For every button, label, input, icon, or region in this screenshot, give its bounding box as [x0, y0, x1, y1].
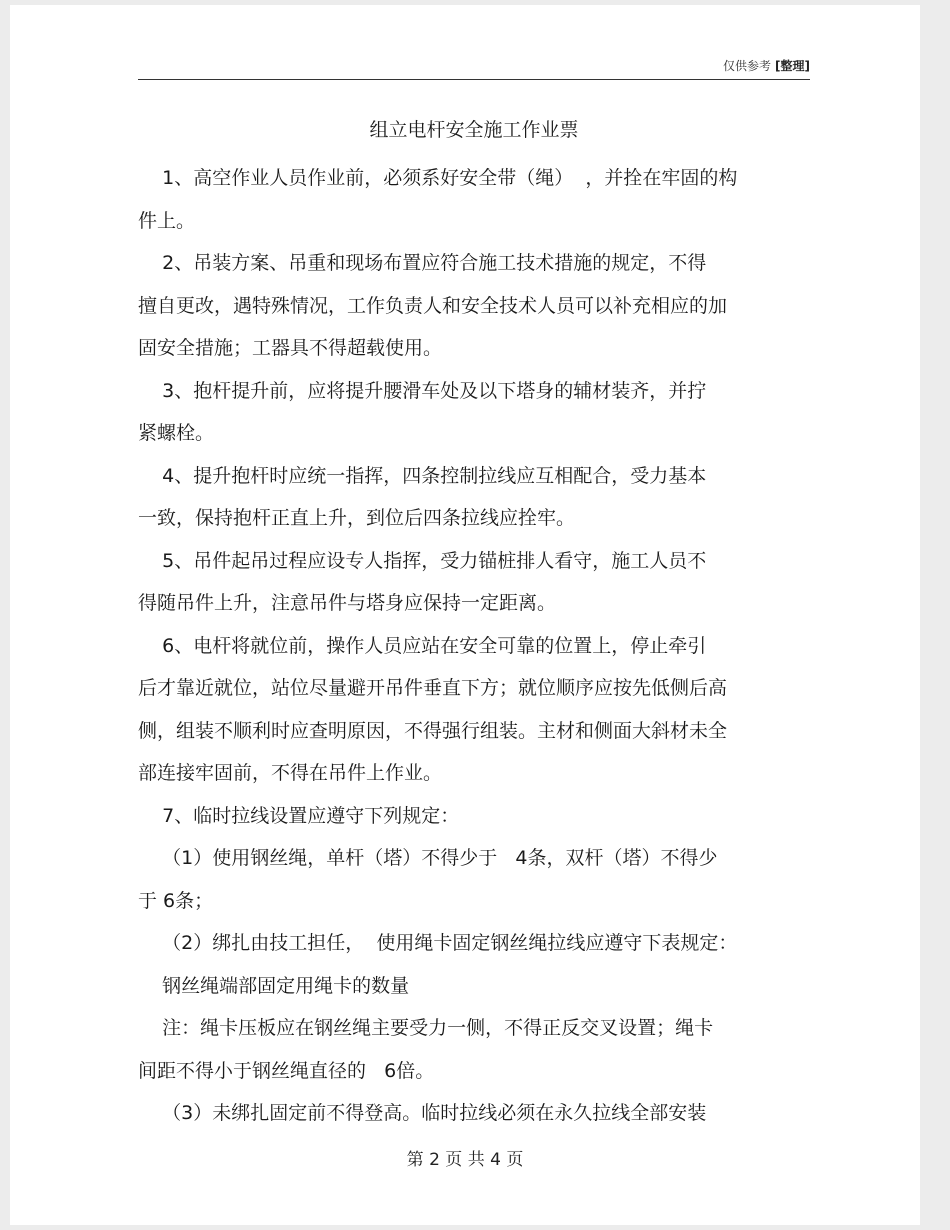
document-page [10, 5, 920, 1225]
body-line: 7、临时拉线设置应遵守下列规定： [138, 804, 460, 827]
body-line: 固安全措施；工器具不得超载使用。 [138, 337, 443, 359]
document-body [138, 157, 810, 1135]
page-number-footer: 第 2 页 共 4 页 [406, 1150, 524, 1170]
body-line: 2、吊装方案、吊重和现场布置应符合施工技术措施的规定，不得 [138, 252, 707, 274]
page-header [138, 55, 810, 80]
body-line: 6、电杆将就位前，操作人员应站在安全可靠的位置上，停止牵引 [138, 634, 707, 657]
header-reference-text: 仅供参考 [723, 59, 772, 73]
body-line: 1、高空作业人员作业前，必须系好安全带（绳） ，并拴在牢固的构 [138, 167, 738, 189]
body-line: 注：绳卡压板应在钢丝绳主要受力一侧，不得正反交叉设置；绳卡 [138, 1017, 714, 1039]
body-line: 3、抱杆提升前，应将提升腰滑车处及以下塔身的辅材装齐，并拧 [138, 379, 707, 402]
body-line: 件上。 [138, 209, 196, 232]
body-line: （1）使用钢丝绳，单杆（塔）不得少于 4条，双杆（塔）不得少 [138, 847, 718, 869]
body-line: 于 6条； [138, 889, 214, 912]
body-line: 4、提升抱杆时应统一指挥，四条控制拉线应互相配合，受力基本 [138, 464, 707, 487]
body-line: 得随吊件上升，注意吊件与塔身应保持一定距离。 [138, 592, 557, 614]
body-line: 钢丝绳端部固定用绳卡的数量 [138, 974, 410, 997]
body-line: 紧螺栓。 [138, 422, 215, 444]
body-line: 一致，保持抱杆正直上升，到位后四条拉线应拴牢。 [138, 507, 576, 529]
body-line: 侧，组装不顺利时应查明原因，不得强行组装。主材和侧面大斜材未全 [138, 719, 728, 742]
body-line: 部连接牢固前，不得在吊件上作业。 [138, 762, 443, 784]
body-line: （3）未绑扎固定前不得登高。临时拉线必须在永久拉线全部安装 [138, 1102, 707, 1124]
document-title: 组立电杆安全施工作业票 [369, 119, 579, 141]
header-tag: [整理] [775, 59, 810, 73]
body-line: 5、吊件起吊过程应设专人指挥，受力锚桩排人看守，施工人员不 [138, 549, 707, 572]
body-line: （2）绑扎由技工担任， 使用绳卡固定钢丝绳拉线应遵守下表规定： [138, 932, 738, 954]
body-line: 擅自更改，遇特殊情况，工作负责人和安全技术人员可以补充相应的加 [138, 294, 728, 317]
body-line: 间距不得小于钢丝绳直径的 6倍。 [138, 1059, 435, 1082]
body-line: 后才靠近就位，站位尽量避开吊件垂直下方；就位顺序应按先低侧后高 [138, 677, 728, 699]
